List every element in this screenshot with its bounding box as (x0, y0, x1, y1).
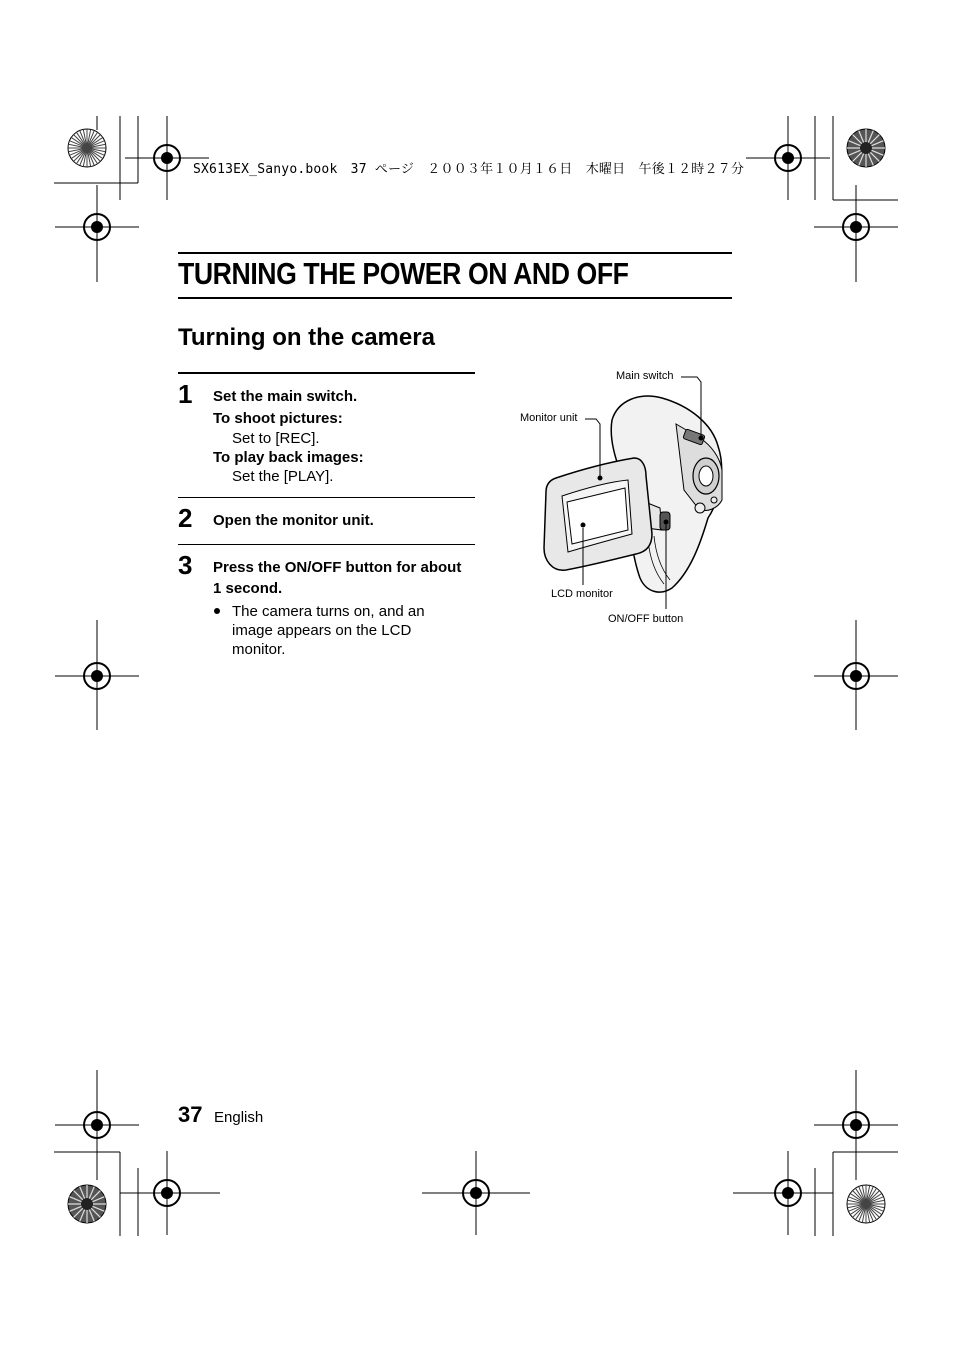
print-header: SX613EX_Sanyo.book 37 ページ ２００３年１０月１６日 木曜日 午後１２時２７分 (193, 162, 745, 177)
step-3-number: 3 (178, 550, 193, 580)
step-2-title: Open the monitor unit. (213, 512, 374, 529)
step-1-title: Set the main switch. (213, 388, 358, 405)
step-1-sub-label-play: To play back images: (213, 449, 364, 466)
step-3-bullet-line1: The camera turns on, and an (232, 603, 425, 620)
callout-lcd-monitor: LCD monitor (551, 588, 613, 600)
callout-on-off-button: ON/OFF button (608, 613, 684, 625)
step-3-title-line2: 1 second. (213, 580, 283, 597)
step-1-sub-text-shoot: Set to [REC]. (232, 430, 320, 447)
step-3-title-line1: Press the ON/OFF button for about (213, 559, 462, 576)
step-1-sub-text-play: Set the [PLAY]. (232, 468, 334, 485)
step-2-number: 2 (178, 503, 193, 533)
step-1-sub-label-shoot: To shoot pictures: (213, 410, 343, 427)
step-1-number: 1 (178, 379, 193, 409)
step-3-bullet-line2: image appears on the LCD (232, 622, 412, 639)
page-language: English (214, 1109, 264, 1126)
step-3-bullet-line3: monitor. (232, 641, 286, 658)
callout-main-switch: Main switch (616, 370, 674, 382)
page-number: 37 (178, 1102, 203, 1127)
callout-monitor-unit: Monitor unit (520, 412, 578, 424)
page-title: TURNING THE POWER ON AND OFF (178, 256, 629, 291)
section-title: Turning on the camera (178, 324, 435, 351)
